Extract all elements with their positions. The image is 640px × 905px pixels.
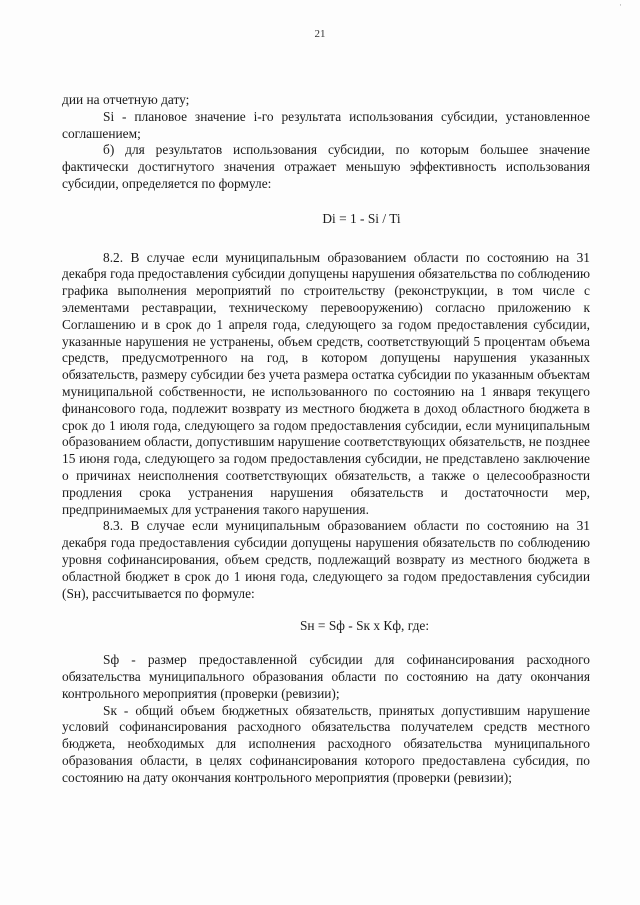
formula-sn: Sн = Sф - Sк x Кф, где: [299, 618, 430, 634]
paragraph-b: б) для результатов использования субсидии, по которым большее значение фактически достигнутого значения отражает меньшую эффективность использования субсидии, определяется по формуле: [62, 142, 590, 191]
body-text [62, 92, 590, 786]
paragraph-sf-definition: Sф - размер предоставленной субсидии для софинансирования расходного обязательства муниципального образования области по состоянию на дату окончания контрольного мероприятия (проверки (ревизии); [62, 652, 590, 701]
paragraph-si-definition: Si - плановое значение i-го результата использования субсидии, установленное соглашением; [62, 108, 590, 141]
page-number: 21 [314, 28, 326, 40]
paragraph-sk-definition: Sк - общий объем бюджетных обязательств, принятых допустившим нарушение условий софинансирования расходного обязательства получателем средств местного бюджета, необходимых для исполнения расходного обязательства муниципального образования области, в целях софинансирования которого предоставлена субсидия, по состоянию на дату окончания контрольного мероприятия (проверки (ревизии); [62, 702, 590, 785]
paragraph-8-3: 8.3. В случае если муниципальным образованием области по состоянию на 31 декабря года предоставления субсидии допущены нарушения обязательств по соблюдению уровня софинансирования, объем средств, подлежащий возврату из местного бюджета в областной бюджет в срок до 1 июня года, следующего за годом предоставления субсидии (Sн), рассчитывается по формуле: [62, 518, 590, 601]
corner-mark: · [619, 0, 622, 10]
paragraph-continuation: дии на отчетную дату; [62, 92, 190, 107]
formula-di: Di = 1 - Si / Ti [322, 210, 401, 226]
paragraph-8-2: 8.2. В случае если муниципальным образованием области по состоянию на 31 декабря года предоставления субсидии допущены нарушения обязательства по соблюдению графика выполнения мероприятий по строительству (реконструкции, в том числе с элементами реставрации, техническому перевооружению) согласно приложению к Соглашению и в срок до 1 апреля года, следующего за годом предоставления субсидии, указанные нарушения не устранены, объем средств, соответствующий 5 процентам объема средств, предусмотренного на год, в котором допущены нарушения указанных обязательств, размеру субсидии без учета размера остатка субсидии по указанным объектам муниципальной собственности, не использованного по состоянию на 1 января текущего финансового года, подлежит возврату из местного бюджета в доход областного бюджета в срок до 1 июля года, следующего за годом предоставления субсидии, если муниципальным образованием области, допустившим нарушение соответствующих обязательств, не позднее 15 июня года, следующего за годом предоставления субсидии, не представлено заключение о причинах неисполнения соответствующих обязательств, а также о целесообразности продления срока устранения нарушения обязательств и достаточности мер, предпринимаемых для устранения такого нарушения. [62, 249, 590, 517]
